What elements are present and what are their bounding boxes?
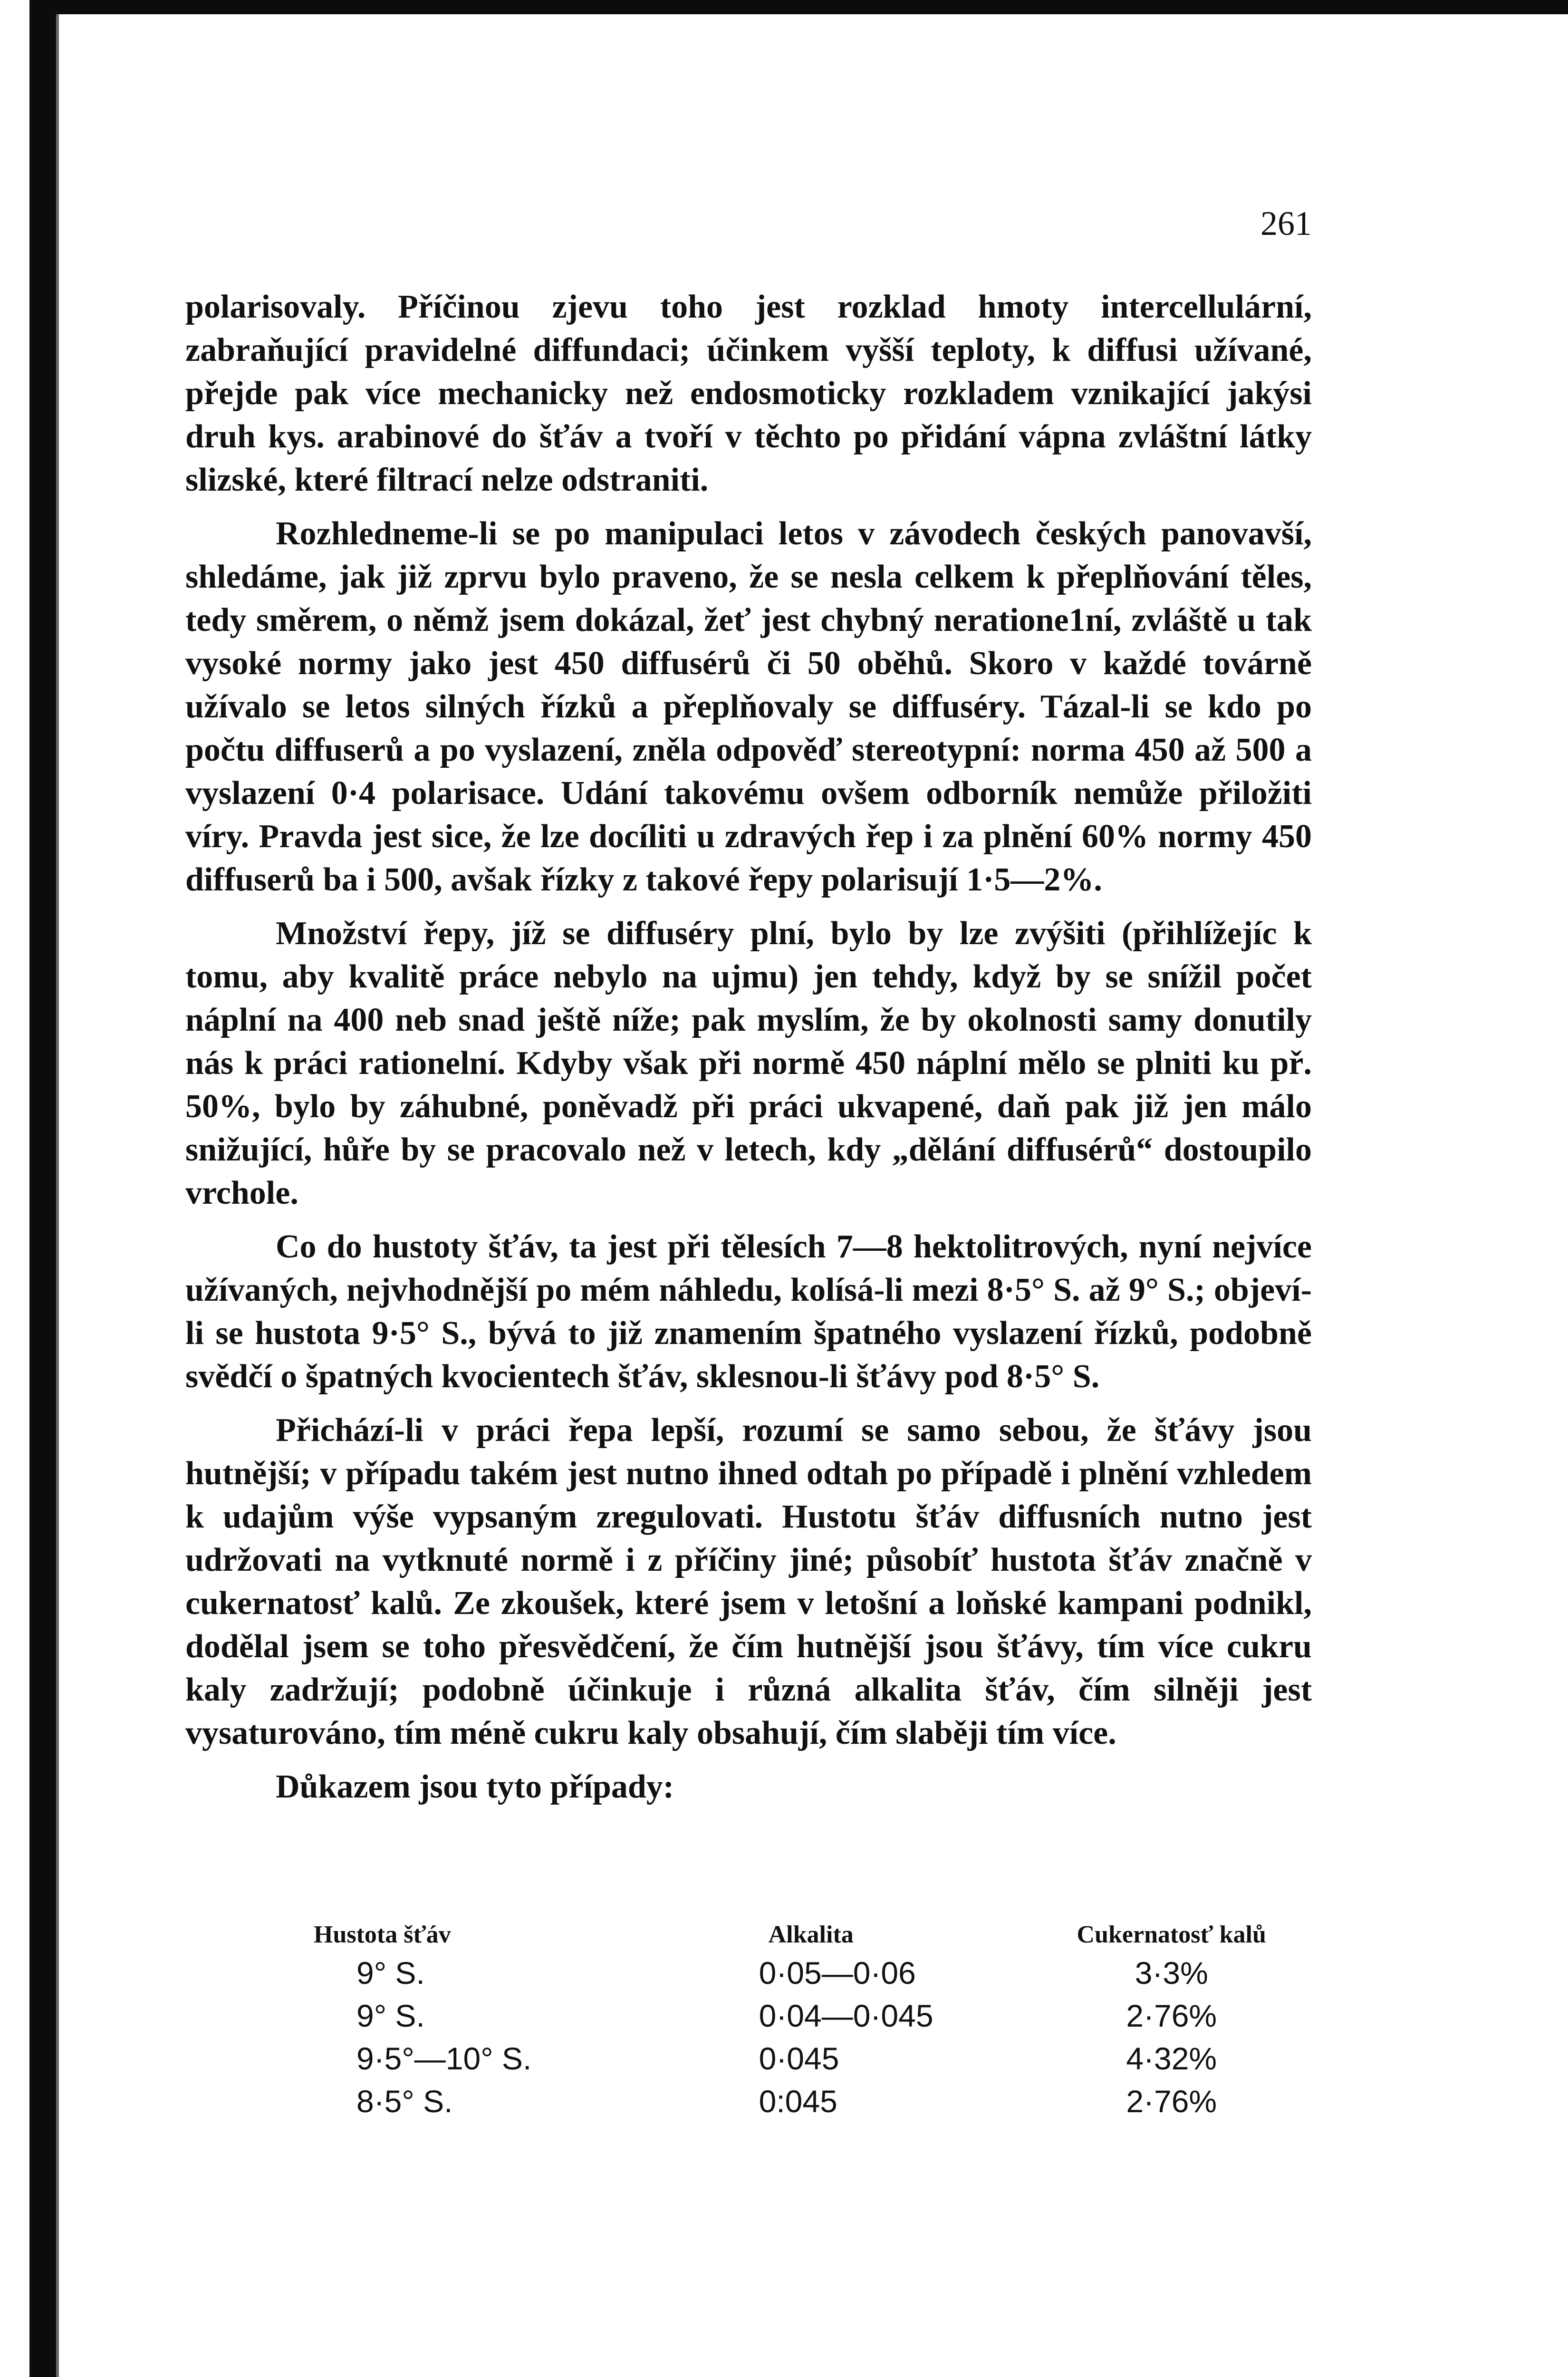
paragraph-5: Přichází-li v práci řepa lepší, rozumí se samo sebou, že šťávy jsou hutnější; v případu takém jest nutno ihned odtah po případě i plnění vzhledem k udajům výše vypsaným zregulovati. Hustotu šťáv diffusních nutno jest udržovati na vytknuté normě i z příčiny jiné; působíť hustota šťáv značně v cukernatosť kalů. Ze zkoušek, které jsem v letošní a loňské kampani podnikl, dodělal jsem se toho přesvědčení, že čím hutnější jsou šťávy, tím více cukru kaly zadržují; podobně účinkuje i různá alkalita šťáv, čím silněji jest vysaturováno, tím méně cukru kaly obsahují, čím slaběji tím více. <box>185 1412 1312 1751</box>
scan-edge <box>0 0 29 2377</box>
page-frame-left <box>29 0 56 2377</box>
paragraph-2: Rozhledneme-li se po manipulaci letos v závodech českých panovavší, shledáme, jak již zprvu bylo praveno, že se nesla celkem k přeplňování těles, tedy směrem, o němž jsem dokázal, žeť jest chybný neratione1ní, zvláště u tak vysoké normy jako jest 450 diffusérů či 50 oběhů. Skoro v každé továrně užívalo se letos silných řízků a přeplňovaly se diffuséry. Tázal-li se kdo po počtu diffuserů a po vyslazení, zněla odpověď stereotypní: norma 450 až 500 a vyslazení 0·4 polarisace. Udání takovému ovšem odborník nemůže přiložiti víry. Pravda jest sice, že lze docíliti u zdravých řep i za plnění 60% normy 450 diffuserů ba i 500, avšak řízky z takové řepy polarisují 1·5—2%. <box>185 515 1312 898</box>
table-row <box>309 1994 1312 2037</box>
cell-sugar-content: 3·3% <box>1135 1955 1208 1990</box>
cell-sugar-content: 2·76% <box>1126 1998 1217 2033</box>
cell-alkalinity: 0·045 <box>759 2041 839 2076</box>
cell-density: 8·5° S. <box>356 2084 453 2119</box>
body-text <box>185 285 1312 1819</box>
table-row <box>309 1952 1312 1994</box>
header-density: Hustota šťáv <box>314 1921 451 1948</box>
cell-density: 9·5°—10° S. <box>356 2041 532 2076</box>
page-number: 261 <box>1260 204 1312 242</box>
table-row <box>309 2080 1312 2123</box>
juice-density-table <box>309 1918 1312 2123</box>
cell-alkalinity: 0·04—0·045 <box>759 1998 933 2033</box>
paragraph-3: Množství řepy, jíž se diffuséry plní, bylo by lze zvýšiti (přihlížejíc k tomu, aby kvalitě práce nebylo na ujmu) jen tehdy, když by se snížil počet náplní na 400 neb snad ještě níže; pak myslím, že by okolnosti samy donutily nás k práci rationelní. Kdyby však při normě 450 náplní mělo se plniti ku př. 50%, bylo by záhubné, poněvadž při práci ukvapené, daň pak již jen málo snižující, hůře by se pracovalo než v letech, kdy „dělání diffusérů“ dostoupilo vrchole. <box>185 915 1312 1211</box>
table-row <box>309 2037 1312 2080</box>
cell-alkalinity: 0·05—0·06 <box>759 1955 916 1990</box>
cases-intro: Důkazem jsou tyto případy: <box>276 1768 674 1805</box>
cell-alkalinity: 0:045 <box>759 2084 837 2119</box>
page-frame-top <box>29 0 1568 14</box>
cell-sugar-content: 4·32% <box>1126 2041 1217 2076</box>
cell-density: 9° S. <box>356 1955 425 1990</box>
cell-sugar-content: 2·76% <box>1126 2084 1217 2119</box>
cell-density: 9° S. <box>356 1998 425 2033</box>
header-sugar-content: Cukernatosť kalů <box>1077 1921 1266 1948</box>
paragraph-1: polarisovaly. Příčinou zjevu toho jest rozklad hmoty intercellulární, zabraňující pravidelné diffundaci; účinkem vyšší teploty, k diffusi užívané, přejde pak více mechanicky než endosmoticky rozkladem vznikající jakýsi druh kys. arabinové do šťáv a tvoří v těchto po přidání vápna zvláštní látky slizské, které filtrací nelze odstraniti. <box>185 289 1312 498</box>
page-frame-shadow <box>56 14 59 2377</box>
header-alkalinity: Alkalita <box>768 1921 854 1948</box>
paragraph-4: Co do hustoty šťáv, ta jest při tělesích 7—8 hektolitrových, nyní nejvíce užívaných, nejvhodnější po mém náhledu, kolísá-li mezi 8·5° S. až 9° S.; objeví-li se hustota 9·5° S., bývá to již znamením špatného vyslazení řízků, podobně svědčí o špatných kvocientech šťáv, sklesnou-li šťávy pod 8·5° S. <box>185 1228 1312 1395</box>
table-header-row <box>309 1918 1312 1952</box>
